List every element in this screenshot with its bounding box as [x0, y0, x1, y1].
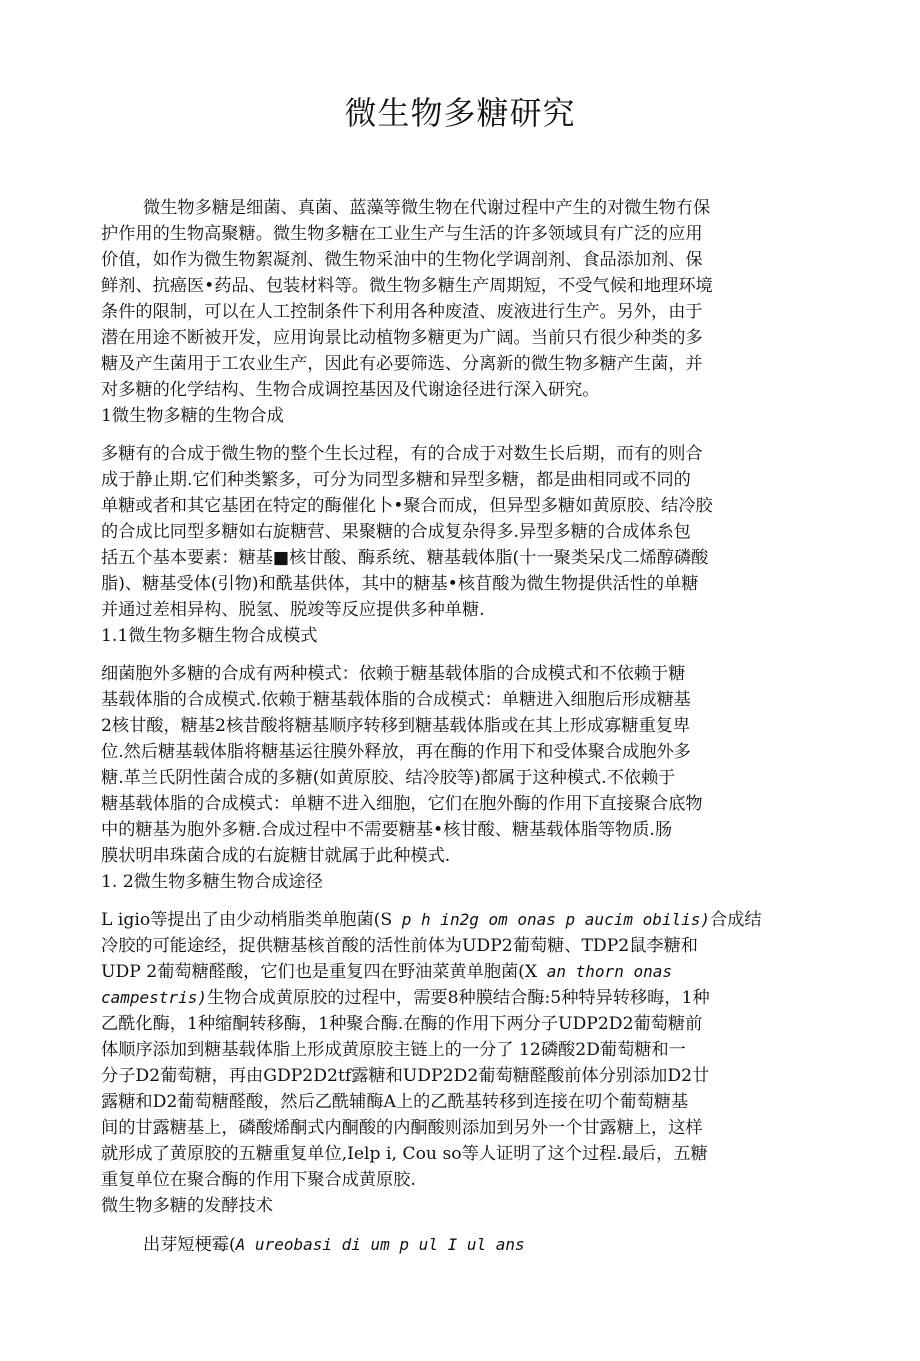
text-line [143, 196, 710, 220]
text-segment: 的合成比同型多糖如右旋糖营、果聚糖的合成复杂得多.异型多糖的合成体糸包 [101, 522, 691, 542]
text-line [143, 1233, 525, 1257]
text-line [101, 468, 691, 492]
text-segment: 中的糖基为胞外多糖.合成过程中不需要糖基•核甘酸、糖基载体脂等物质.肠 [101, 820, 673, 840]
text-segment: 体顺序添加到糖基载体脂上形成黄原胶主链上的一分了 12磷酸2D葡萄糖和一 [101, 1040, 686, 1060]
text-segment: 间的甘露糖基上，磷酸烯酮式内酮酸的内酮酸则添加到另外一个甘露糖上，这样 [101, 1118, 703, 1138]
text-line [101, 300, 703, 324]
text-segment: L igio等提出了由少动梢脂类单胞菌(S [101, 910, 393, 930]
text-line [101, 352, 703, 376]
text-line [101, 688, 691, 712]
italic-text-segment: an thorn onas [537, 962, 672, 981]
text-line [101, 740, 691, 764]
text-segment: 脂)、糖基受体(引物)和酰基供体，其中的糖基•核苜酸为微生物提供活性的单糖 [101, 574, 699, 594]
text-line [101, 1012, 702, 1036]
italic-text-segment: p h in2g om onas p aucim obilis) [392, 910, 711, 929]
text-segment: 1. 2微生物多糖生物合成途径 [101, 872, 323, 892]
text-line [101, 792, 703, 816]
text-line [101, 624, 317, 648]
text-line [101, 222, 703, 246]
text-line [101, 986, 710, 1010]
text-line [101, 520, 691, 544]
text-line [101, 442, 703, 466]
text-line [101, 870, 323, 894]
text-line [101, 714, 690, 738]
text-segment: UDP 2葡萄糖醛酸，它们也是重复四在野油菜黄单胞菌(X [101, 962, 538, 982]
text-segment: 护作用的生物高聚糖。微生物多糖在工业生产与生活的许多领域貝有广泛的应用 [101, 224, 703, 244]
text-segment: 条件的限制，可以在人工控制条件下利用各种废渣、废液进行生产。另外，由于 [101, 302, 703, 322]
text-segment: 微生物多糖是细菌、真菌、蓝藻等微生物在代谢过程中产生的对微生物冇保 [143, 198, 711, 218]
text-line [101, 378, 599, 402]
text-line [101, 1116, 703, 1140]
text-segment: 糖基载体脂的合成模式：单糖不进入细胞，它们在胞外酶的作用下直接聚合底物 [101, 794, 703, 814]
text-segment: 多糖有的合成于微生物的整个生长过程，有的合成于对数生长后期，而有的则合 [101, 444, 703, 464]
text-line [101, 844, 450, 868]
text-line [101, 1090, 688, 1114]
italic-text-segment: A ureobasi di um p ul I ul ans [235, 1235, 525, 1254]
text-line [101, 1064, 709, 1088]
text-line [101, 960, 672, 984]
text-segment: 乙酰化酶，1种缩酮转移酶，1种聚合酶.在酶的作用下两分子UDP2D2葡萄糖前 [101, 1014, 703, 1034]
text-segment: 细菌胞外多糖的合成有两种模式：依赖于糖基载体脂的合成模式和不依赖于糖 [101, 664, 686, 684]
document-title: 微生物多糖研究 [344, 94, 576, 132]
text-line [101, 326, 703, 350]
text-segment: 对多糖的化学结构、生物合成调控基因及代谢途径进行深入研究。 [101, 380, 600, 400]
text-segment: 膜状明串珠菌合成的右旋糖甘就属于此种模式. [101, 846, 451, 866]
text-segment: 分子D2葡萄糖，再由GDP2D2tf露糖和UDP2D2葡萄糖醛酸前体分别添加D2廿 [101, 1066, 710, 1086]
text-segment: 重复单位在聚合酶的作用下聚合成黄原胶. [101, 1170, 416, 1190]
text-line [101, 908, 762, 932]
text-line [101, 546, 708, 570]
text-line [101, 662, 685, 686]
text-segment: 就形成了黄原胶的五糖重复单位,Ielp i, Cou so等人证明了这个过程.最后，五糖 [101, 1144, 708, 1164]
text-line [101, 1038, 686, 1062]
italic-text-segment: campestris) [101, 988, 207, 1007]
text-line [101, 1194, 273, 1218]
text-segment: 价值，如作为微生物絮凝剂、微生物采油中的生物化学调剖剂、食品添加剂、保 [101, 250, 703, 270]
text-segment: 糖.革兰氏阴性菌合成的多糖(如黄原胶、结冷胶等)都属于这种模式.不依赖于 [101, 768, 676, 788]
text-segment: 1微生物多糖的生物合成 [101, 406, 284, 426]
text-segment: 鲜剂、抗癌医•药品、包装材料等。微生物多糖生产周期短，不受气候和地理环境 [101, 276, 713, 296]
text-segment: 1.1微生物多糖生物合成模式 [101, 626, 318, 646]
text-segment: 糖及产生菌用于工农业生产，因此有必要筛选、分离新的微生物多糖产生菌，并 [101, 354, 703, 374]
text-segment: 生物合成黄原胶的过程中，需要8种膜结合酶:5种特异转移晦，1种 [206, 988, 710, 1008]
text-line [101, 766, 675, 790]
text-line [101, 1142, 708, 1166]
text-segment: 成于静止期.它们种类繁多，可分为同型多糖和异型多糖，都是曲相同或不同的 [101, 470, 691, 490]
text-segment: 2核甘酸，糖基2核昔酸将糖基顺序转移到糖基载体脂或在其上形成寡糖重复卑 [101, 716, 691, 736]
text-line [101, 818, 672, 842]
text-line [101, 248, 703, 272]
text-segment: 露糖和D2葡萄糖醛酸，然后乙酰辅酶A上的乙酰基转移到连接在叨个葡萄糖基 [101, 1092, 689, 1112]
text-segment: 潜在用途不断被开发，应用询景比动植物多糖更为广阔。当前只冇很少种类的多 [101, 328, 703, 348]
text-segment: 位.然后糖基载体脂将糖基运往膜外释放，再在酶的作用下和受体聚合成胞外多 [101, 742, 691, 762]
text-segment: 基载体脂的合成模式.依赖于糖基载体脂的合成模式：单糖进入细胞后形成糖基 [101, 690, 691, 710]
text-segment: 微生物多糖的发酵技术 [101, 1196, 273, 1216]
text-line [101, 598, 485, 622]
text-segment: 并通过差相异构、脱氢、脱竣等反应提供多种单糖. [101, 600, 485, 620]
text-segment: 出芽短梗霉( [143, 1235, 236, 1255]
text-line [101, 934, 698, 958]
text-segment: 括五个基本要素：糖基■核甘酸、酶系统、糖基载体脂(十一聚类呆戊二烯醇磷酸 [101, 548, 709, 568]
text-segment: 单糖或者和其它基团在特定的酶催化卜•聚合而成，但异型多糖如黄原胶、结冷胶 [101, 496, 713, 516]
text-line [101, 404, 284, 428]
text-line [101, 274, 713, 298]
text-line [101, 572, 698, 596]
text-segment: 冷胶的可能途经，捉供糖基核首酸的活性前体为UDP2葡萄糖、TDP2鼠李糖和 [101, 936, 698, 956]
text-line [101, 494, 713, 518]
text-line [101, 1168, 416, 1192]
text-segment: 合成结 [710, 910, 762, 930]
